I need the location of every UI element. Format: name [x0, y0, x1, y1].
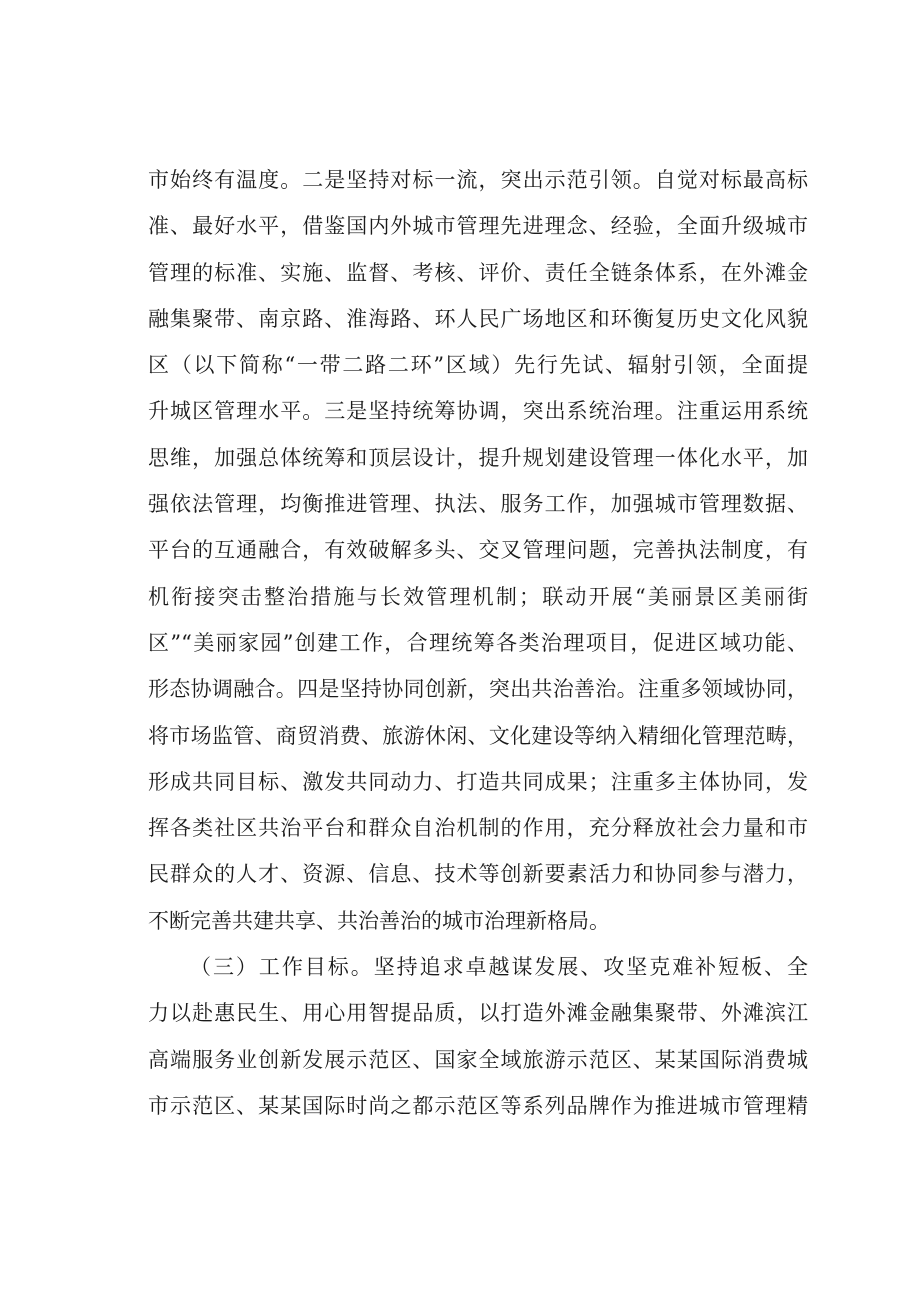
text-line: 高端服务业创新发展示范区、国家全域旅游示范区、某某国际消费城 — [148, 1047, 808, 1072]
text-line: 区”“美丽家园”创建工作，合理统筹各类治理项目，促进区域功能、 — [148, 630, 808, 655]
paragraph-end-line: 不断完善共建共享、共治善治的城市治理新格局。 — [148, 908, 610, 933]
text-line: 升城区管理水平。三是坚持统筹协调，突出系统治理。注重运用系统 — [148, 399, 808, 424]
text-line: 平台的互通融合，有效破解多头、交叉管理问题，完善执法制度，有 — [148, 538, 808, 563]
text-line: 区（以下简称“一带二路二环”区域）先行先试、辐射引领，全面提 — [148, 353, 808, 378]
text-line: 思维，加强总体统筹和顶层设计，提升规划建设管理一体化水平，加 — [148, 445, 808, 470]
text-line: 形成共同目标、激发共同动力、打造共同成果；注重多主体协同，发 — [148, 769, 808, 794]
section-heading-line: （三）工作目标。坚持追求卓越谋发展、攻坚克难补短板、全 — [190, 955, 808, 980]
text-line: 民群众的人才、资源、信息、技术等创新要素活力和协同参与潜力， — [148, 862, 808, 887]
text-line: 力以赴惠民生、用心用智提品质，以打造外滩金融集聚带、外滩滨江 — [148, 1001, 808, 1026]
text-line: 市始终有温度。二是坚持对标一流，突出示范引领。自觉对标最高标 — [148, 168, 808, 192]
text-line: 强依法管理，均衡推进管理、执法、服务工作，加强城市管理数据、 — [148, 492, 808, 517]
text-line: 形态协调融合。四是坚持协同创新，突出共治善治。注重多领域协同， — [148, 677, 808, 702]
text-line: 挥各类社区共治平台和群众自治机制的作用，充分释放社会力量和市 — [148, 816, 808, 841]
text-line: 市示范区、某某国际时尚之都示范区等系列品牌作为推进城市管理精 — [148, 1093, 808, 1118]
text-line: 融集聚带、南京路、淮海路、环人民广场地区和环衡复历史文化风貌 — [148, 306, 808, 331]
body-text — [148, 157, 808, 1129]
text-line: 管理的标准、实施、监督、考核、评价、责任全链条体系，在外滩金 — [148, 260, 808, 285]
text-line: 机衔接突击整治措施与长效管理机制；联动开展“美丽景区美丽街 — [148, 584, 808, 609]
text-line: 将市场监管、商贸消费、旅游休闲、文化建设等纳入精细化管理范畴， — [148, 723, 808, 748]
text-line: 准、最好水平，借鉴国内外城市管理先进理念、经验，全面升级城市 — [148, 214, 808, 239]
